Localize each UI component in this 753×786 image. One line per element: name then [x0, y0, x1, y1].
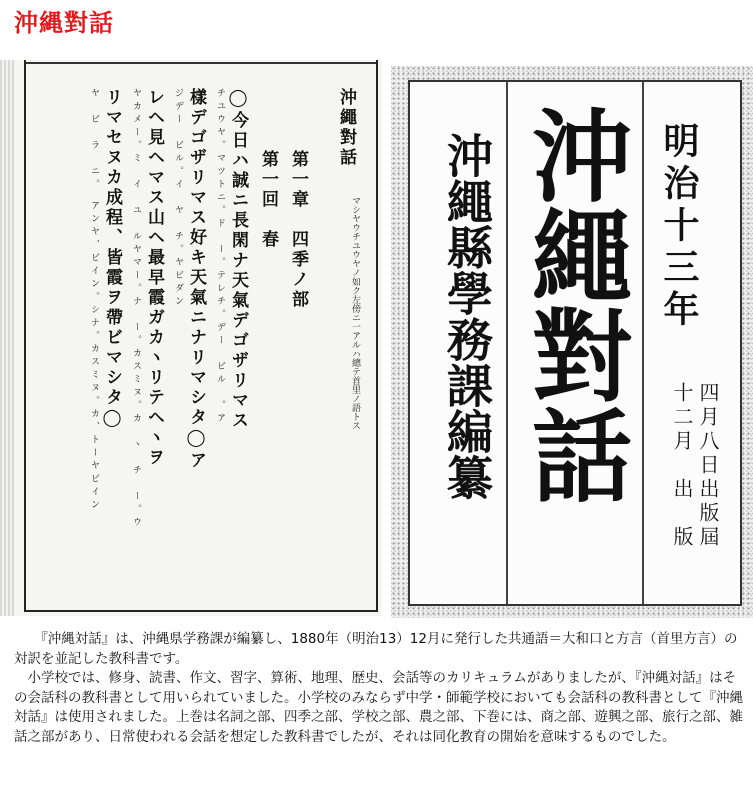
title-page-scan — [391, 66, 753, 618]
page-column: 第一回 春 — [258, 150, 278, 250]
page-column: 第一章 四季ノ部 — [288, 150, 308, 310]
page-binding-edge — [0, 60, 14, 616]
page-column: リマセヌカ成程、皆霞ヲ帶ビマシタ◯ — [102, 88, 122, 431]
description — [14, 630, 744, 747]
publisher: 沖繩縣學務課編纂 — [440, 132, 494, 500]
title-page-rule-right — [642, 82, 644, 604]
textbook-page-scan — [0, 60, 382, 616]
publication-date: 明治十三年 — [658, 122, 700, 332]
page-column: ヤ ビ ラ ニ。 アンヤ、ビイン。シナ。カスミヌ。カ、トーヤビイン — [89, 88, 99, 513]
description-paragraph-1: 『沖縄対話』は、沖縄県学務課が編纂し、1880年（明治13）12月に発行した共通語＝大和口と方言（首里方言）の対訳を並記した教科書です。 — [14, 631, 738, 667]
page-column: 樣デゴザリマス好キ天氣ニナリマシタ◯ア — [186, 88, 206, 471]
publish-line-1: 四月八日出版屆 — [696, 382, 720, 550]
page-column: ◯今日ハ誠ニ長閑ナ天氣デゴザリマス — [228, 88, 248, 431]
title-page-frame — [408, 80, 742, 606]
publish-line-2: 十二月 出 版 — [670, 382, 694, 550]
page-column: レヘ見ヘマス山ヘ最早霞ガカヽリテヘヽヲ — [144, 88, 164, 468]
book-title: 沖繩對話 — [515, 104, 633, 504]
side-note: マシヤウチユウヤノ如ク左傍ニ一アルハ總テ首里ノ語トス — [350, 196, 360, 430]
description-paragraph-2: 小学校では、修身、読書、作文、習字、算術、地理、歴史、会話等のカリキュラムがありましたが、『沖縄対話』はその会話科の教科書として用いられていました。小学校のみならず中学・師範学校においても会話科の教科書として『沖縄対話』は使用されました。上巻は名詞之部、四季之部、学校之部、農之部、下巻には、商之部、遊興之部、旅行之部、雑話之部があり、日常使われる会話を想定した教科書でしたが、それは同化教育の開始を意味するものでした。 — [14, 670, 743, 745]
page-column: ヤカメー。ミ イ ユ ルヤマー。ナ ー。カスミヌ。カ ヽ チ ー。ウ — [131, 88, 141, 530]
page-title: 沖縄對話 — [14, 9, 114, 37]
title-page-rule-left — [506, 82, 508, 604]
page-column: 沖繩對話 — [336, 88, 356, 168]
page-column: チユウヤ。マツトニ。ド ー。テレチ。デー ビル 。ア — [215, 88, 225, 426]
page-column: ジデー ビル。イ ヤ チ。ヤビダン — [173, 88, 183, 309]
